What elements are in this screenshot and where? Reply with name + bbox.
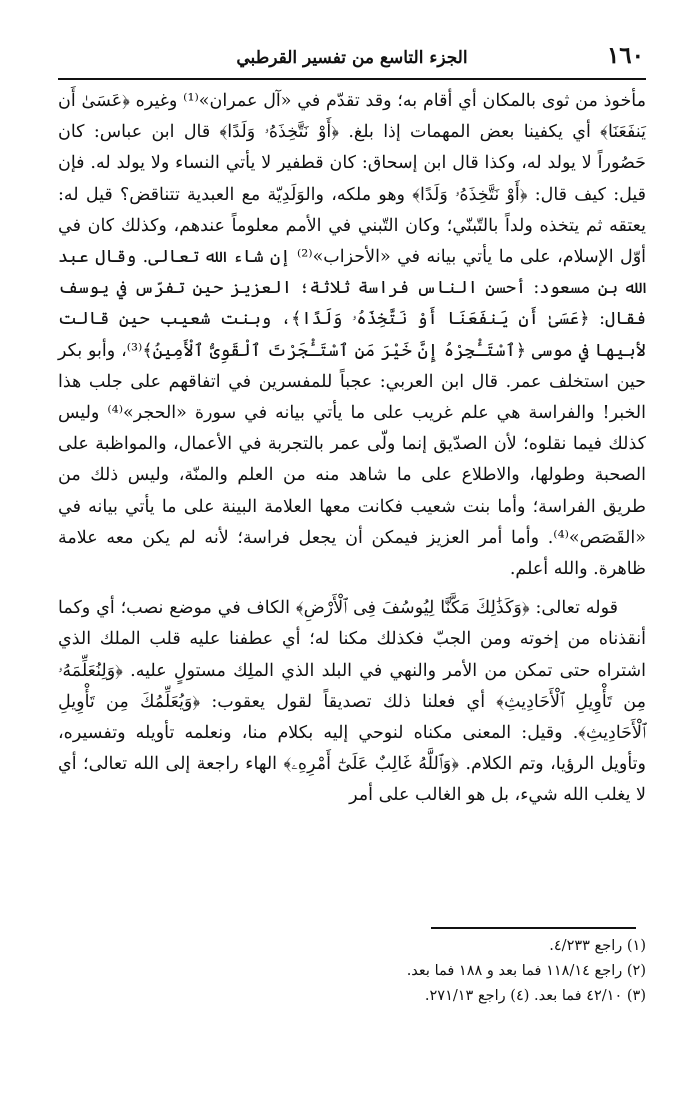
- footnote: (١) راجع ٤/٢٣٣.: [549, 938, 646, 954]
- footnotes: [286, 934, 646, 1009]
- page-header: [60, 40, 644, 80]
- paragraph: قوله تعالى: ﴿وَكَذَٰلِكَ مَكَّنَّا لِيُوسُفَ فِى ٱلْأَرْضِ﴾ الكاف في موضع نصب؛ أي وكما أنقذناه من إخوته ومن الجبّ فكذلك مكنا له؛ أي عطفنا عليه قلب الملك الذي اشتراه حتى تمكن من الأمر والنهي في البلد الذي الملِك مستولٍ عليه. ﴿وَلِنُعَلِّمَهُۥ مِن تَأْوِيلِ ٱلْأَحَادِيثِ﴾ أي فعلنا ذلك تصديقاً لقول يعقوب: ﴿وَيُعَلِّمُكَ مِن تَأْوِيلِ ٱلْأَحَادِيثِ﴾. وقيل: المعنى مكناه لنوحي إليه بكلام منا، ونعلمه تأويله وتفسيره، وتأويل الرؤيا، وتم الكلام. ﴿وَٱللَّهُ غَالِبٌ عَلَىٰٓ أَمْرِهِۦ﴾ الهاء راجعة إلى الله تعالى؛ أي لا يغلب الله شيء، بل هو الغالب على أمر: [58, 598, 646, 806]
- footnote: (٢) راجع ١١٨/١٤ فما بعد و ١٨٨ فما بعد.: [406, 963, 646, 979]
- main-text: [58, 86, 646, 812]
- running-head: الجزء التاسع من تفسير القرطبي: [236, 48, 468, 68]
- footnote-rule: [431, 927, 636, 929]
- page-number: ١٦٠: [606, 42, 644, 69]
- header-rule: [58, 78, 646, 80]
- paragraph: مأخوذ من ثوى بالمكان أي أقام به؛ وقد تقدّم في «آل عمران»⁽¹⁾ وغيره ﴿عَسَىٰ أَن يَنفَعَنَا﴾ أي يكفينا بعض المهمات إذا بلغ. ﴿أَوْ نَتَّخِذَهُۥ وَلَدًا﴾ قال ابن عباس: كان حَصُوراً لا يولد له، وكذا قال ابن إسحاق: كان قطفير لا يأتي النساء ولا يولد له. فإن قيل: كيف قال: ﴿أَوْ نَتَّخِذَهُۥ وَلَدًا﴾ وهو ملكه، والوَلَدِيّة مع العبدية تتناقض؟ قيل له: يعتقه ثم يتخذه ولداً بالتّبنّي؛ وكان التّبني في الأمم معلوماً عندهم، وكذلك كان في أوّل الإسلام، على ما يأتي بيانه في «الأحزاب»⁽²⁾ إن شاء الله تعالى. وقال عبد الله بن مسعود: أحسن الناس فراسة ثلاثة؛ العزيز حين تفرّس في يوسف فقال: ﴿عَسَىٰ أَن يَنفَعَنَا أَوْ نَتَّخِذَهُۥ وَلَدًا﴾، وبنت شعيب حين قالت لأبيها في موسى ﴿ٱسْتَـْٔجِرْهُ إِنَّ خَيْرَ مَنِ ٱسْتَـْٔجَرْتَ ٱلْقَوِىُّ ٱلْأَمِينُ﴾⁽³⁾، وأبو بكر حين استخلف عمر. قال ابن العربي: عجباً للمفسرين في اتفاقهم على جلب هذا الخبر! والفراسة هي علم غريب على ما يأتي بيانه في سورة «الحجر»⁽⁴⁾ وليس كذلك فيما نقلوه؛ لأن الصدّيق إنما ولّى عمر بالتجربة في الأعمال، والمواظبة على الصحبة وطولها، والاطلاع على ما شاهد منه من العلم والمنّة، وليس ذلك من طريق الفراسة؛ وأما بنت شعيب فكانت معها العلامة البينة على ما يأتي بيانه في «القَصَص»⁽⁴⁾. وأما أمر العزيز فيمكن أن يجعل فراسة؛ لأنه لم يكن معه علامة ظاهرة. والله أعلم.: [58, 91, 647, 580]
- footnote: (٣) ٤٢/١٠ فما بعد. (٤) راجع ٢٧١/١٣.: [424, 988, 646, 1004]
